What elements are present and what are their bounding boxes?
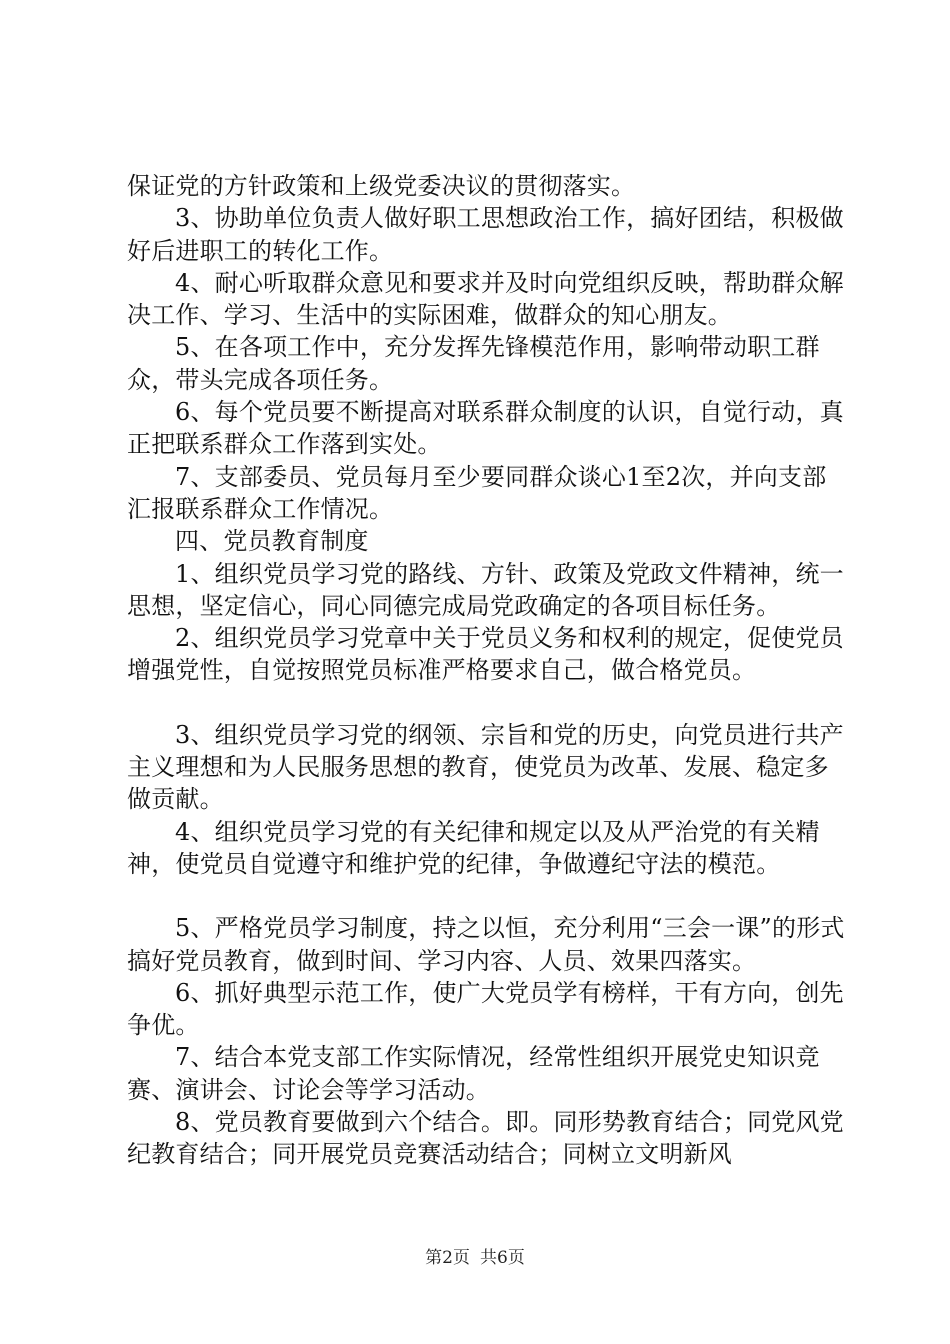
page-number: 第2页	[425, 1248, 470, 1268]
education-item-5: 5、严格党员学习制度，持之以恒，充分利用“三会一课”的形式搞好党员教育，做到时间、学习内容、人员、效果四落实。	[127, 914, 845, 975]
education-item-3: 3、组织党员学习党的纲领、宗旨和党的历史，向党员进行共产主义理想和为人民服务思想的教育，使党员为改革、发展、稳定多做贡献。	[127, 720, 844, 814]
education-item-2: 2、组织党员学习党章中关于党员义务和权利的规定，促使党员增强党性，自觉按照党员标准严格要求自己，做合格党员。	[127, 624, 844, 685]
paragraph-item-7: 7、支部委员、党员每月至少要同群众谈心1至2次，并向支部汇报联系群众工作情况。	[127, 462, 827, 523]
education-item-8: 8、党员教育要做到六个结合。即。同形势教育结合；同党风党纪教育结合；同开展党员竞赛活动结合；同树立文明新风	[127, 1108, 844, 1169]
paragraph-item-5: 5、在各项工作中，充分发挥先锋模范作用，影响带动职工群众，带头完成各项任务。	[127, 333, 820, 394]
paragraph-item-3: 3、协助单位负责人做好职工思想政治工作，搞好团结，积极做好后进职工的转化工作。	[127, 204, 844, 265]
paragraph-item-6: 6、每个党员要不断提高对联系群众制度的认识，自觉行动，真正把联系群众工作落到实处。	[127, 398, 844, 459]
section-heading: 四、党员教育制度	[175, 527, 369, 556]
paragraph-continuation: 保证党的方针政策和上级党委决议的贯彻落实。	[127, 172, 636, 200]
document-body	[127, 170, 847, 1171]
education-item-7: 7、结合本党支部工作实际情况，经常性组织开展党史知识竞赛、演讲会、讨论会等学习活动。	[127, 1043, 820, 1104]
education-item-1: 1、组织党员学习党的路线、方针、政策及党政文件精神，统一思想，坚定信心，同心同德完成局党政确定的各项目标任务。	[127, 559, 844, 620]
education-item-4: 4、组织党员学习党的有关纪律和规定以及从严治党的有关精神，使党员自觉遵守和维护党的纪律，争做遵纪守法的模范。	[127, 817, 820, 878]
page-footer	[0, 1243, 950, 1268]
paragraph-item-4: 4、耐心听取群众意见和要求并及时向党组织反映，帮助群众解决工作、学习、生活中的实际困难，做群众的知心朋友。	[127, 268, 844, 330]
page-total: 共6页	[480, 1248, 525, 1268]
education-item-6: 6、抓好典型示范工作，使广大党员学有榜样，干有方向，创先争优。	[127, 978, 844, 1040]
